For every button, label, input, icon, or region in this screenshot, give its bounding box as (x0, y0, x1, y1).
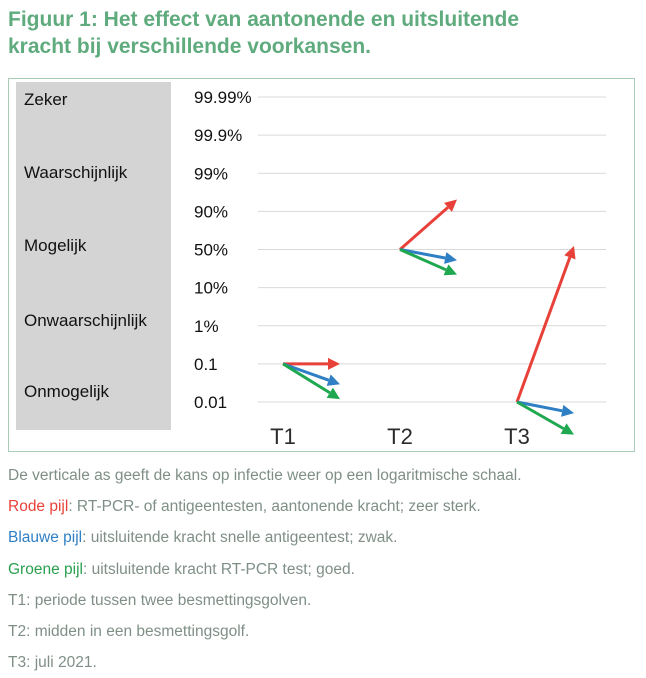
x-tick-label: T3 (504, 424, 530, 449)
note-t2: T2: midden in een besmettingsgolf. (8, 623, 250, 640)
blue-arrow-head (444, 252, 457, 264)
y-tick-label: 99% (194, 164, 229, 184)
red-arrow (517, 246, 576, 402)
red-arrow-shaft (400, 207, 448, 249)
y-tick-label: 0.01 (194, 393, 228, 412)
note-green-text: : uitsluitende kracht RT-PCR test; goed. (82, 561, 355, 578)
blue-arrow (517, 402, 574, 417)
y-tick-label: 90% (194, 202, 229, 222)
category-label: Waarschijnlijk (24, 163, 128, 182)
note-scale: De verticale as geeft de kans op infectie weer op een logaritmische schaal. (8, 467, 522, 484)
figure-title-line2: kracht bij verschillende voorkansen. (8, 35, 371, 58)
note-green-key: Groene pijl (8, 561, 83, 578)
x-tick-label: T1 (270, 424, 296, 449)
note-blue (8, 529, 397, 547)
note-red-key: Rode pijl (8, 498, 69, 515)
y-tick-label: 10% (194, 278, 229, 298)
category-label: Onmogelijk (24, 382, 110, 401)
y-tick-label: 99.99% (194, 88, 252, 107)
category-label: Zeker (24, 90, 68, 109)
y-tick-label: 0.1 (194, 354, 218, 374)
x-tick-label: T2 (387, 424, 413, 449)
note-t1: T1: periode tussen twee besmettingsgolven. (8, 592, 312, 609)
figure-title-line1: Figuur 1: Het effect van aantonende en uitsluitende (8, 8, 520, 31)
note-t3: T3: juli 2021. (8, 654, 97, 671)
category-label: Onwaarschijnlijk (24, 311, 147, 330)
note-green (8, 561, 355, 579)
blue-arrow-head (561, 405, 574, 417)
note-blue-key: Blauwe pijl (8, 529, 83, 546)
red-arrow-shaft (517, 257, 570, 402)
red-arrow-head (328, 358, 340, 370)
category-label: Mogelijk (24, 236, 87, 255)
note-red-text: : RT-PCR- of antigeentesten, aantonende kracht; zeer sterk. (68, 498, 481, 515)
y-tick-label: 99.9% (194, 126, 243, 146)
note-red (8, 498, 481, 516)
note-blue-text: : uitsluitende kracht snelle antigeentest; zwak. (82, 529, 398, 546)
y-tick-label: 50% (194, 240, 229, 260)
y-tick-label: 1% (194, 316, 219, 336)
red-arrow (400, 199, 457, 249)
